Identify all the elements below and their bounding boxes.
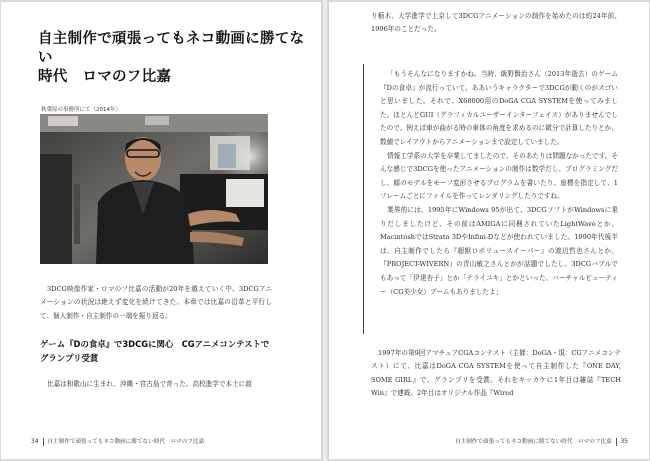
chapter-title-line-2: 時代 ロマのフ比嘉 [38, 69, 172, 85]
running-title: 自主制作で頑張ってもネコ動画に勝てない時代 ロマのフ比嘉 [47, 439, 205, 445]
chapter-title-line-1: 自主制作で頑張ってもネコ動画に勝てない [38, 31, 305, 66]
continued-paragraph: り栃木、大学進学で上京して3DCGアニメーションの制作を始めたのは約24年前、1996年のことだった。 [371, 12, 621, 34]
chapter-title [38, 30, 308, 87]
interview-quote [363, 64, 622, 334]
left-footer [31, 437, 204, 446]
photo-caption: 秋葉原の事務所にて（2014年） [41, 107, 121, 113]
quote-paragraph-3: 業界的には、1995年にWindows 95が出て、3DCGソフトがWindowsに乗りだしましたけど、その前はAMIGAに同梱されていたLightWaveとか、MacintoshではStrata 3DやInfini-Dなどが使われていました。1990年代後半は、自主制作でしたら『超獣ロボリュースイーパー』の渡辺哲也さんとか、『PROJECT-WIVERN』の青山敏之さんとかが話題でしたし、3DCGバブルでもあって「伊達杏子」とか「テライユキ」とかといった、バーチャルビューティー（CG美少女）ブームもありましたよ」 [380, 205, 618, 296]
intro-paragraph: 3DCG映像作家・ロマのフ比嘉の活動が20年を越えていく中、3DCGアニメーションの状況は絶えず変化を続けてきた。本章では比嘉の沿革と平行して、個人制作・自主制作の一端を振り返る。 [40, 285, 272, 320]
page-number: 34 [31, 438, 39, 445]
left-page [1, 2, 321, 459]
section-subheading: ゲーム『Dの食卓』で3DCGに関心 CGアニメコンテストでグランプリ受賞 [40, 339, 270, 363]
body-paragraph: 比嘉は和歌山に生まれ、沖縄・宮古島で育った。高校進学で本土に渡 [47, 380, 252, 388]
page-number-right: 35 [620, 438, 629, 445]
right-footer [455, 437, 628, 446]
footer-divider-right [616, 438, 617, 446]
quote-paragraph-1: 「もうそんなになりますかね。当時、飯野賢治さん（2013年逝去）のゲーム『Dの食卓』が流行っていて、ああいうキャラクターで3DCGが動くのがスゴいと思いました。それで、X68000用のDoGA CGA SYSTEMを使ってみました。ほとんどGUI（グラフィカルユーザーインターフェイス）がありませんでしたので、例えば車が曲がる時の車体の角度を求めるのに微分で計算したりとか、数値でレイアウトからアニメーションまで設定していました。 [380, 70, 618, 146]
running-title-right: 自主制作で頑張ってもネコ動画に勝てない時代 ロマのフ比嘉 [455, 439, 612, 445]
right-page [329, 2, 649, 459]
body-paragraph-right: 1997年の第9回アマチュアCGAコンテスト（主催：DoGA・現：CGアニメコンテスト）にて、比嘉はDoGA CGA SYSTEMを使って自主制作した『ONE DAY, SOME GIRL』で、グランプリを受賞。それをキッカケに1年目は雑誌『TECH Win』で連載、2年目はオリジナル作品『Wired [371, 349, 621, 398]
portrait-photo [40, 114, 268, 264]
footer-divider [43, 438, 44, 446]
book-gutter [321, 0, 329, 461]
quote-paragraph-2: 情報工学系の大学を卒業してましたので、そのあたりは問題なかったです。そんな感じで3DCGを使ったアニメーションの制作は数学だし、プログラミングだし、顔のモデルをモーフ変形させるプログラムを書いたり、座標を指定して、1フレームごとにファイルを作ってレンダリングしたりですね。 [380, 151, 618, 201]
